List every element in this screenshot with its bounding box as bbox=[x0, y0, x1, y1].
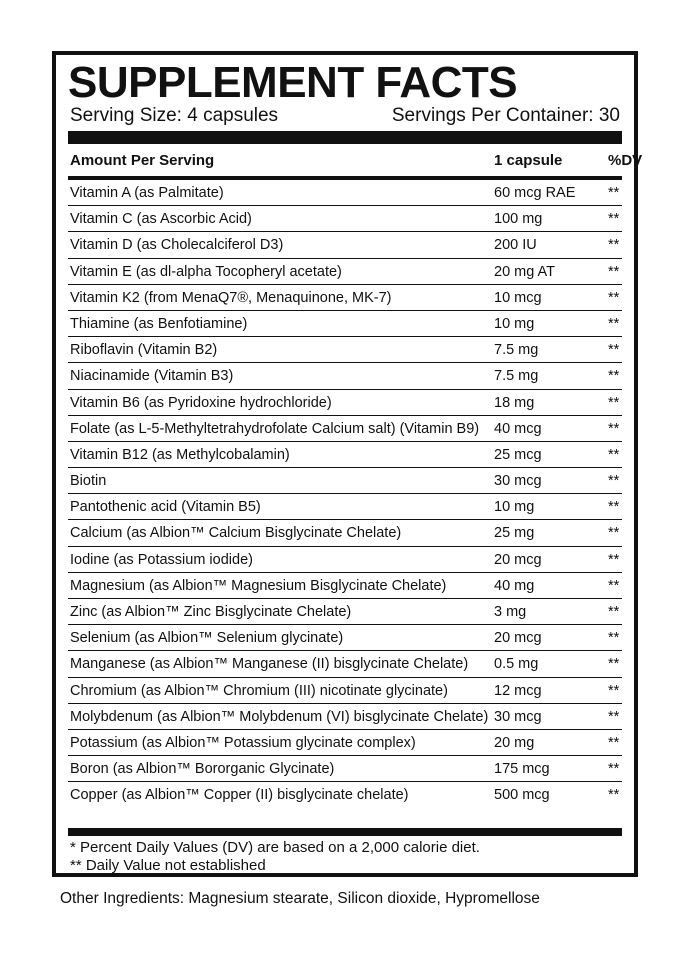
table-row bbox=[68, 468, 622, 494]
table-row bbox=[68, 416, 622, 442]
nutrient-dv: ** bbox=[608, 787, 620, 804]
nutrient-dv: ** bbox=[608, 289, 620, 306]
nutrient-name: Iodine (as Potassium iodide) bbox=[70, 551, 253, 568]
nutrient-name: Vitamin E (as dl-alpha Tocopheryl acetate) bbox=[70, 263, 342, 280]
table-row bbox=[68, 756, 622, 782]
nutrient-table bbox=[68, 180, 622, 809]
nutrient-amount: 3 mg bbox=[494, 604, 527, 620]
nutrient-dv: ** bbox=[608, 211, 620, 228]
table-row bbox=[68, 730, 622, 756]
nutrient-amount: 0.5 mg bbox=[494, 656, 539, 673]
table-row bbox=[68, 363, 622, 389]
table-row bbox=[68, 206, 622, 232]
table-row bbox=[68, 180, 622, 206]
supplement-facts-panel bbox=[52, 51, 643, 877]
table-row bbox=[68, 494, 622, 520]
nutrient-amount: 100 mg bbox=[494, 211, 543, 228]
nutrient-name: Magnesium (as Albion™ Magnesium Bisglycinate Chelate) bbox=[70, 577, 447, 594]
nutrient-name: Biotin bbox=[70, 473, 107, 490]
nutrient-name: Zinc (as Albion™ Zinc Bisglycinate Chelate) bbox=[70, 604, 352, 620]
nutrient-dv: ** bbox=[608, 237, 620, 254]
nutrient-dv: ** bbox=[608, 499, 620, 516]
nutrient-name: Niacinamide (Vitamin B3) bbox=[70, 368, 234, 385]
nutrient-amount: 20 mg bbox=[494, 734, 535, 751]
nutrient-amount: 7.5 mg bbox=[494, 342, 539, 359]
nutrient-amount: 7.5 mg bbox=[494, 368, 539, 385]
table-row bbox=[68, 651, 622, 677]
nutrient-name: Riboflavin (Vitamin B2) bbox=[70, 342, 218, 359]
nutrient-dv: ** bbox=[608, 604, 620, 620]
nutrient-dv: ** bbox=[608, 446, 620, 463]
nutrient-dv: ** bbox=[608, 315, 620, 332]
nutrient-amount: 10 mg bbox=[494, 499, 535, 516]
nutrient-amount: 60 mcg RAE bbox=[494, 185, 576, 201]
nutrient-dv: ** bbox=[608, 708, 620, 725]
nutrient-amount: 30 mcg bbox=[494, 473, 542, 490]
footnote-dv-basis: * Percent Daily Values (DV) are based on a 2,000 calorie diet. bbox=[70, 839, 480, 856]
nutrient-name: Manganese (as Albion™ Manganese (II) bisglycinate Chelate) bbox=[70, 656, 469, 673]
nutrient-amount: 200 IU bbox=[494, 237, 537, 254]
table-header bbox=[68, 148, 643, 174]
table-row bbox=[68, 678, 622, 704]
nutrient-dv: ** bbox=[608, 551, 620, 568]
nutrient-name: Vitamin B6 (as Pyridoxine hydrochloride) bbox=[70, 394, 332, 411]
nutrient-amount: 25 mg bbox=[494, 525, 535, 542]
nutrient-amount: 175 mcg bbox=[494, 761, 550, 778]
nutrient-dv: ** bbox=[608, 420, 620, 437]
table-row bbox=[68, 390, 622, 416]
table-row bbox=[68, 704, 622, 730]
nutrient-name: Molybdenum (as Albion™ Molybdenum (VI) bisglycinate Chelate) bbox=[70, 708, 489, 725]
header-amount-per-serving: Amount Per Serving bbox=[70, 152, 215, 169]
nutrient-amount: 40 mg bbox=[494, 577, 535, 594]
nutrient-amount: 20 mg AT bbox=[494, 263, 555, 280]
nutrient-amount: 12 mcg bbox=[494, 682, 542, 699]
nutrient-name: Copper (as Albion™ Copper (II) bisglycinate chelate) bbox=[70, 787, 409, 804]
table-row bbox=[68, 782, 622, 808]
table-row bbox=[68, 599, 622, 625]
nutrient-amount: 18 mg bbox=[494, 394, 535, 411]
footer-divider-bar bbox=[68, 828, 622, 836]
table-row bbox=[68, 547, 622, 573]
nutrient-dv: ** bbox=[608, 734, 620, 751]
table-row bbox=[68, 285, 622, 311]
nutrient-dv: ** bbox=[608, 577, 620, 594]
table-row bbox=[68, 442, 622, 468]
table-row bbox=[68, 337, 622, 363]
nutrient-dv: ** bbox=[608, 682, 620, 699]
panel-title: SUPPLEMENT FACTS bbox=[68, 58, 518, 107]
nutrient-amount: 10 mcg bbox=[494, 289, 542, 306]
table-row bbox=[68, 625, 622, 651]
nutrient-name: Pantothenic acid (Vitamin B5) bbox=[70, 499, 261, 516]
nutrient-name: Selenium (as Albion™ Selenium glycinate) bbox=[70, 630, 344, 647]
header-daily-value: %DV bbox=[608, 152, 643, 169]
table-row bbox=[68, 573, 622, 599]
nutrient-name: Boron (as Albion™ Bororganic Glycinate) bbox=[70, 761, 335, 778]
table-row bbox=[68, 311, 622, 337]
header-per-capsule: 1 capsule bbox=[494, 152, 563, 169]
servings-per-container: Servings Per Container: 30 bbox=[391, 105, 620, 126]
nutrient-amount: 500 mcg bbox=[494, 787, 550, 804]
nutrient-name: Potassium (as Albion™ Potassium glycinate complex) bbox=[70, 734, 416, 751]
header-divider-bar bbox=[68, 131, 622, 144]
nutrient-name: Vitamin B12 (as Methylcobalamin) bbox=[70, 446, 290, 463]
nutrient-amount: 10 mg bbox=[494, 315, 535, 332]
nutrient-dv: ** bbox=[608, 263, 620, 280]
nutrient-name: Vitamin K2 (from MenaQ7®, Menaquinone, MK-7) bbox=[70, 289, 392, 306]
nutrient-dv: ** bbox=[608, 394, 620, 411]
nutrient-name: Thiamine (as Benfotiamine) bbox=[70, 315, 248, 332]
table-row bbox=[68, 259, 622, 285]
nutrient-name: Folate (as L-5-Methyltetrahydrofolate Calcium salt) (Vitamin B9) bbox=[70, 420, 480, 437]
table-row bbox=[68, 520, 622, 546]
other-ingredients: Other Ingredients: Magnesium stearate, Silicon dioxide, Hypromellose bbox=[60, 890, 540, 907]
nutrient-dv: ** bbox=[608, 185, 620, 201]
serving-size: Serving Size: 4 capsules bbox=[70, 105, 279, 126]
nutrient-dv: ** bbox=[608, 656, 620, 673]
nutrient-name: Vitamin C (as Ascorbic Acid) bbox=[70, 211, 252, 228]
nutrient-amount: 40 mcg bbox=[494, 420, 542, 437]
nutrient-name: Calcium (as Albion™ Calcium Bisglycinate Chelate) bbox=[70, 525, 402, 542]
nutrient-dv: ** bbox=[608, 342, 620, 359]
nutrient-dv: ** bbox=[608, 761, 620, 778]
nutrient-amount: 20 mcg bbox=[494, 551, 542, 568]
nutrient-name: Vitamin D (as Cholecalciferol D3) bbox=[70, 237, 284, 254]
table-row bbox=[68, 232, 622, 258]
nutrient-amount: 25 mcg bbox=[494, 446, 542, 463]
nutrient-dv: ** bbox=[608, 525, 620, 542]
nutrient-name: Vitamin A (as Palmitate) bbox=[70, 185, 224, 201]
nutrient-name: Chromium (as Albion™ Chromium (III) nicotinate glycinate) bbox=[70, 682, 448, 699]
nutrient-dv: ** bbox=[608, 473, 620, 490]
nutrient-amount: 20 mcg bbox=[494, 630, 542, 647]
nutrient-dv: ** bbox=[608, 630, 620, 647]
footnote-dv-not-established: ** Daily Value not established bbox=[70, 857, 266, 874]
nutrient-amount: 30 mcg bbox=[494, 708, 542, 725]
nutrient-dv: ** bbox=[608, 368, 620, 385]
